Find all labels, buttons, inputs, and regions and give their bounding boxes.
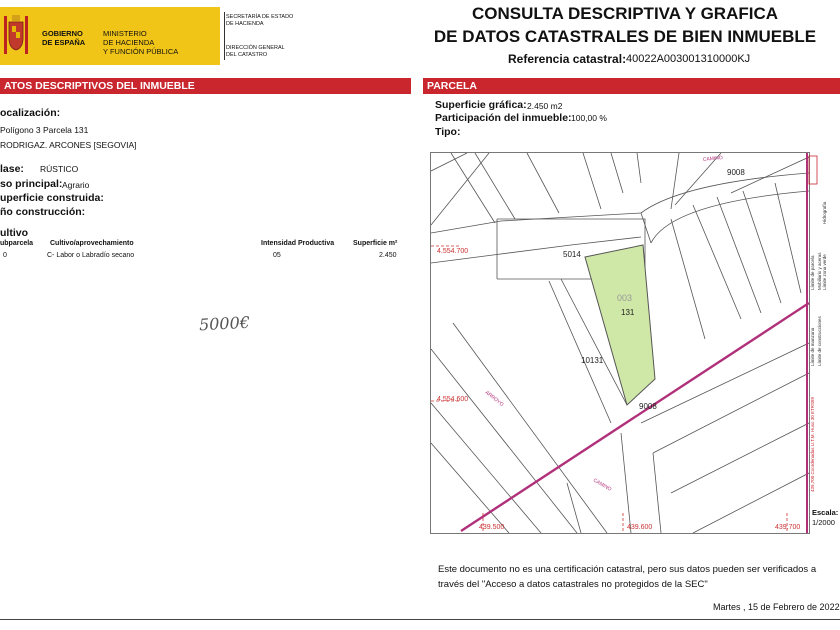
coord-x-1: 439.500: [479, 524, 505, 531]
scale-label: Escala:: [812, 508, 839, 517]
tipo-label: Tipo:: [435, 126, 461, 138]
label-9008-top: 9008: [727, 168, 745, 177]
legend-hidrografia: Hidrografía: [822, 201, 827, 224]
legend-manzana: Límite de manzana: [810, 327, 815, 366]
col-cultivo: Cultivo/aprovechamiento: [50, 240, 134, 247]
title-line-2: DE DATOS CATASTRALES DE BIEN INMUEBLE: [433, 27, 817, 46]
label-9008-bottom: 9008: [639, 402, 657, 411]
row-cultivo: C- Labor o Labradío secano: [47, 252, 135, 259]
gov-name: GOBIERNO DE ESPAÑA: [42, 29, 86, 47]
anio-label: ño construcción:: [0, 206, 86, 218]
sup-grafica-label: Superficie gráfica:: [435, 99, 527, 111]
label-10131: 10131: [581, 356, 604, 365]
map-legend-drawing: [808, 152, 828, 532]
header-divider: [224, 12, 225, 60]
col-intensidad: Intensidad Productiva: [261, 240, 335, 247]
parcela-title: PARCELA: [427, 80, 477, 92]
row-superficie: 2.450: [379, 252, 397, 259]
uso-value: Agrario: [62, 180, 90, 190]
col-superficie: Superficie m²: [353, 240, 398, 247]
ref-value: 40022A003001310000KJ: [626, 53, 751, 65]
row-intensidad: 05: [273, 252, 281, 259]
label-camino-top: CAMINO: [702, 154, 724, 163]
document-title: [420, 2, 830, 48]
row-subparcela: 0: [3, 252, 7, 259]
map-legend: [808, 152, 828, 532]
label-arroyo: ARROYO: [483, 389, 505, 408]
parcela-bar: [423, 78, 840, 94]
cadastral-map-drawing: [431, 153, 809, 533]
legend-coord-note: 439,700 Coordenadas U.T.M. Huso 30 ETRS89: [810, 396, 815, 492]
descriptive-data-bar: [0, 78, 411, 94]
legend-construcciones: Límite de construcciones: [817, 316, 822, 366]
localizacion-line-1: Polígono 3 Parcela 131: [0, 125, 89, 135]
legend-mobiliario: Mobiliario y aceras: [817, 252, 822, 290]
col-subparcela: ubparcela: [0, 240, 34, 247]
parcel-number: 131: [621, 308, 635, 317]
coord-y-bottom: 4.554.600: [437, 396, 469, 403]
uso-label: so principal:: [0, 178, 63, 190]
participacion-label: Participación del inmueble:: [435, 112, 572, 124]
label-camino-bottom: CAMINO: [592, 477, 613, 493]
legend-box: [809, 156, 817, 184]
document-date: Martes , 15 de Febrero de 2022: [713, 602, 840, 612]
participacion-value: 100,00 %: [571, 113, 607, 123]
footer-note: Este documento no es una certificación catastral, pero sus datos pueden ser verificados a través del "Acceso a datos catastrales no protegidos de la SEC": [438, 564, 817, 590]
subject-parcel: [585, 245, 655, 405]
direccion-text: DIRECCIÓN GENERAL DEL CATASTRO: [226, 45, 285, 58]
ref-label: Referencia catastral:: [508, 52, 627, 66]
handwritten-price: 5000€: [198, 312, 251, 335]
legend-zona-verde: Límite zona verde: [822, 254, 827, 290]
clase-value: RÚSTICO: [40, 164, 79, 174]
bottom-rule: [0, 619, 840, 620]
cadastral-map: [430, 152, 810, 534]
clase-label: lase:: [0, 163, 24, 175]
coord-x-3: 439.700: [775, 524, 801, 531]
coord-y-top: 4.554.700: [437, 248, 469, 255]
localizacion-line-2: RODRIGAZ. ARCONES [SEGOVIA]: [0, 140, 137, 150]
localizacion-label: ocalización:: [0, 107, 61, 119]
legend-parcela: Límite de parcela: [810, 255, 815, 290]
parcel-code: 003: [617, 293, 633, 303]
cultivo-label: ultivo: [0, 227, 28, 239]
secretaria-text: SECRETARÍA DE ESTADO DE HACIENDA: [226, 14, 294, 27]
label-5014: 5014: [563, 250, 581, 259]
descriptive-data-title: ATOS DESCRIPTIVOS DEL INMUEBLE: [4, 80, 195, 92]
superficie-label: uperficie construida:: [0, 192, 104, 204]
sup-grafica-value: 2.450 m2: [527, 101, 563, 111]
ministry-name: MINISTERIO DE HACIENDA Y FUNCIÓN PÚBLICA: [103, 29, 179, 56]
coat-of-arms-icon: [3, 12, 29, 58]
scale-value: 1/2000: [812, 518, 835, 527]
scale-box: [812, 508, 838, 528]
title-line-1: CONSULTA DESCRIPTIVA Y GRAFICA: [471, 4, 779, 23]
coord-x-2: 439.600: [627, 524, 653, 531]
